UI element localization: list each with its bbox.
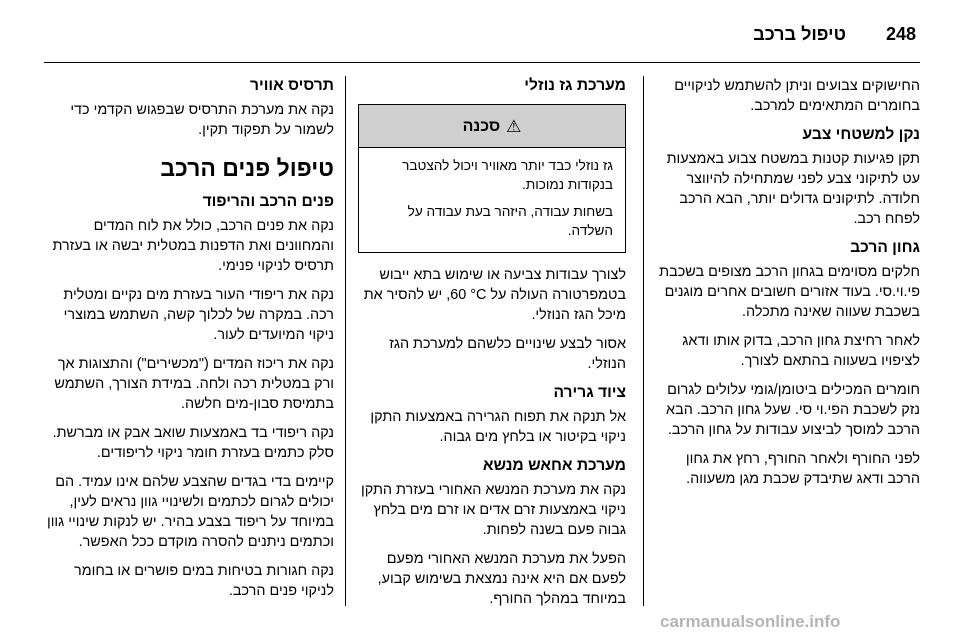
danger-paragraph-1: גז נוזלי כבד יותר מאוויר ויכול להצטבר בנקודות נמוכות. xyxy=(402,158,613,192)
underbody-paragraph-3: חומרים המכילים ביטומן/גומי עלולים לגרום נזק לשכבת הפי.וי סי. שעל גחון הרכב. הבא הרכב למוסך לביצוע עבודות על גחון הרכב. xyxy=(666,382,920,438)
section-title-lpg: מערכת גז נוזלי xyxy=(524,77,626,94)
section-title-underbody: גחון הרכב xyxy=(850,239,920,256)
section-title-rear-carrier: מערכת אחאש מנשא xyxy=(482,457,626,474)
section-title-interior-upholstery: פנים הרכב והריפוד xyxy=(202,193,334,210)
towing-paragraph: אל תנקה את תפוח הגרירה באמצעות התקן ניקוי בקיטור או בלחץ מים גבוה. xyxy=(370,409,626,445)
rear-carrier-paragraph-1: נקה את מערכת המנשא האחורי בעזרת התקן ניקוי באמצעות זרם אדים או זרם מים בלחץ גבוה פעם בשנה לפחות. xyxy=(361,482,626,538)
section-title-air-spray: תרסיס אוויר xyxy=(250,77,334,94)
interior-paragraph-4: נקה ריפודי בד באמצעות שואב אבק או מברשת. סלק כתמים בעזרת חומר ניקוי לריפודים. xyxy=(52,425,334,461)
header-rule xyxy=(44,62,920,63)
column-right xyxy=(652,76,920,498)
lpg-paragraph-2: אסור לבצע שינויים כלשהם למערכת הגז הנוזלי. xyxy=(389,336,626,372)
interior-paragraph-3: נקה את ריכוז המדים ("מכשירים") והתצוגות אך ורק במטלית רכה ולחה. במידת הצורך, השתמש בתמיסת סבון-מים חלשה. xyxy=(54,356,334,412)
section-title-towing: ציוד גרירה xyxy=(553,384,626,401)
underbody-paragraph-1: חלקים מסוימים בגחון הרכב מצופים בשכבת פי.וי.סי. בעוד אזורים חשובים אחרים מוגנים בשכבת שעווה שאינה מתכלה. xyxy=(659,264,920,320)
air-spray-paragraph: נקה את מערכת התרסיס שבפגוש הקדמי כדי לשמור על תפקוד תקין. xyxy=(70,102,334,138)
page-number: 248 xyxy=(885,24,916,44)
interior-paragraph-2: נקה את ריפודי העור בעזרת מים נקיים ומטלית רכה. במקרה של לכלוך קשה, השתמש במוצרי ניקוי המיועדים לעור. xyxy=(63,287,334,343)
chapter-title-interior: טיפול פנים הרכב xyxy=(160,155,334,181)
running-title: טיפול ברכב xyxy=(753,24,846,44)
danger-header xyxy=(359,105,625,148)
column-divider-left xyxy=(345,76,346,606)
underbody-paragraph-4: לפני החורף ולאחר החורף, רחץ את גחון הרכב ודאג שתיבדק שכבת מגן משעווה. xyxy=(685,451,920,487)
rear-carrier-paragraph-2: הפעל את מערכת המנשא האחורי מפעם לפעם אם היא אינה נמצאת בשימוש קבוע, במיוחד במהלך החורף. xyxy=(377,551,626,607)
section-title-paint: נקן למשטחי צבע xyxy=(802,126,920,143)
column-divider-right xyxy=(643,76,644,606)
interior-paragraph-6: נקה חגורות בטיחות במים פושרים או בחומר לניקוי פנים הרכב. xyxy=(74,563,334,599)
column-left xyxy=(44,76,334,610)
interior-paragraph-5: קיימים בדי בגדים שהצבע שלהם אינו עמיד. הם יכולים לגרום לכתמים ולשינויי גוון נראים לעין, במיוחד על ריפוד בצבע בהיר. יש לנקות שינויי גוון וכתמים ניתנים להסרה מוקדם ככל האפשר. xyxy=(46,474,334,550)
danger-paragraph-2: בשחות עבודה, היזהר בעת עבודה על השלדה. xyxy=(407,204,613,238)
intro-paragraph: החישוקים צבועים וניתן להשתמש לניקויים בחומרים המתאימים למרכב. xyxy=(674,78,920,114)
watermark: carmanualsonline.info xyxy=(660,612,841,631)
column-middle xyxy=(358,76,626,618)
danger-body xyxy=(359,148,625,252)
danger-box xyxy=(358,104,626,253)
underbody-paragraph-2: לאחר רחיצת גחון הרכב, בדוק אותו ודאג לציפויו בשעווה בהתאם לצורך. xyxy=(682,333,920,369)
paint-paragraph: תקן פגיעות קטנות במשטח צבוע באמצעות עט לתיקוני צבע לפני שמתחילה להיווצר חלודה. לתיקונים גדולים יותר, הבא הרכב לפחח רכב. xyxy=(666,151,920,227)
page-header xyxy=(0,0,960,70)
danger-title: סכנה xyxy=(462,117,501,135)
warning-triangle-icon: ⚠ xyxy=(506,116,522,136)
interior-paragraph-1: נקה את פנים הרכב, כולל את לוח המדים והמחוונים ואת הדפנות במטלית יבשה או בעזרת תרסיס לניקוי פנימי. xyxy=(52,218,334,274)
lpg-paragraph-1: לצורך עבודות צביעה או שימוש בתא ייבוש בטמפרטורה העולה על ‎60 °C‏, יש להסיר את מיכל הגז הנוזלי. xyxy=(363,267,626,323)
